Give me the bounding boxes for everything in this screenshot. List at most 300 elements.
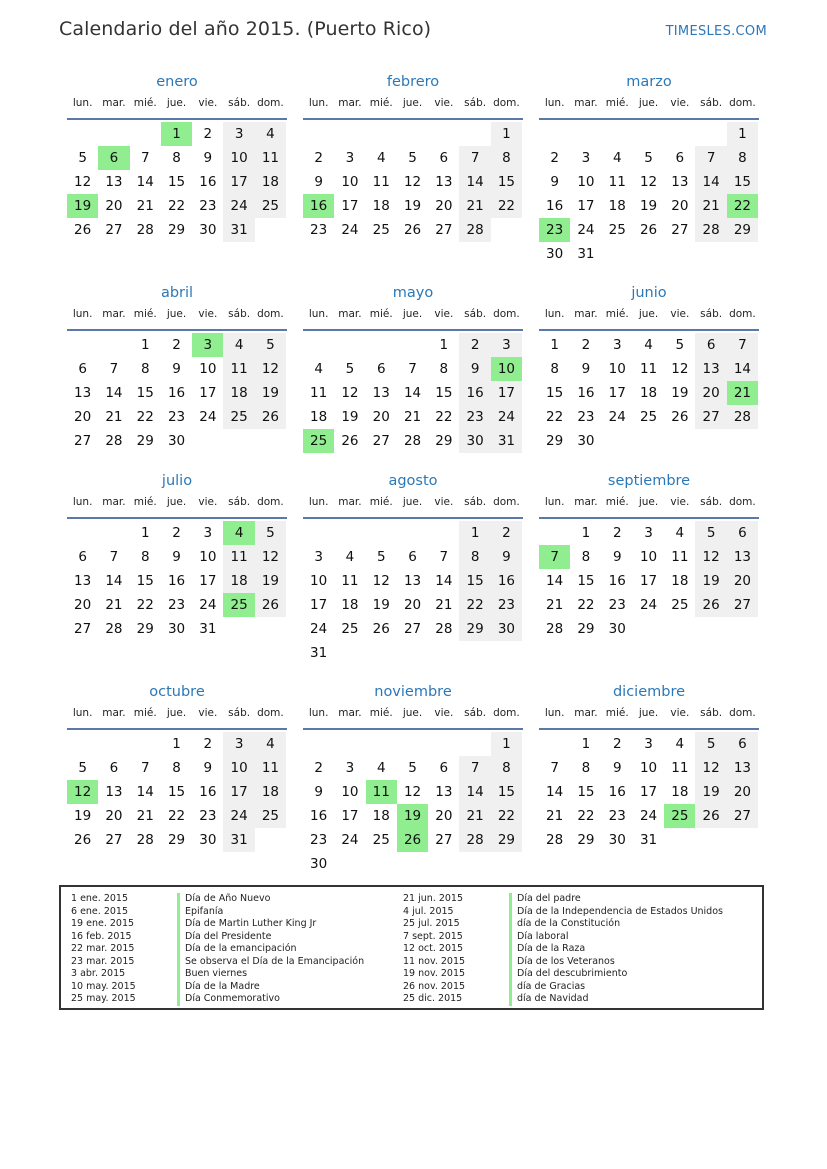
weekday-name: sáb. [464, 707, 487, 719]
day-cell: 2 [612, 525, 622, 541]
day-cell: 6 [727, 732, 758, 756]
day-cell: 3 [223, 122, 254, 146]
day-cell: 11 [223, 545, 254, 569]
month-name: agosto [388, 473, 438, 489]
day-cell: 1 [491, 732, 522, 756]
day-cell: 20 [74, 409, 92, 425]
day-cell: 15 [491, 170, 522, 194]
day-cell: 19 [639, 198, 658, 214]
day-cell: 5 [376, 549, 386, 565]
day-cell: 9 [314, 784, 323, 800]
day-cell: 5 [408, 150, 417, 166]
holiday-row [403, 918, 723, 931]
weekday-name: dom. [257, 496, 284, 508]
holiday-date: 11 nov. 2015 [403, 955, 466, 967]
day-cell: 16 [303, 194, 334, 218]
day-cell: 4 [376, 150, 386, 166]
day-cell: 24 [639, 808, 658, 824]
weekday-name: vie. [434, 707, 454, 719]
day-cell: 28 [695, 218, 726, 242]
empty-cell [397, 732, 428, 756]
day-cell: 17 [310, 597, 328, 613]
day-cell: 1 [550, 337, 559, 353]
day-cell: 21 [136, 808, 154, 824]
day-cell: 5 [255, 333, 286, 357]
weekday-name: sáb. [464, 97, 487, 109]
empty-cell [397, 521, 428, 545]
holiday-name: Día del Presidente [177, 931, 272, 944]
day-cell: 16 [459, 381, 490, 405]
weekday-name: lun. [72, 308, 93, 320]
day-cell: 27 [74, 621, 92, 637]
day-cell: 21 [136, 198, 154, 214]
empty-cell [695, 122, 726, 146]
weekday-name: vie. [434, 496, 454, 508]
weekday-name: vie. [670, 707, 690, 719]
weekday-name: lun. [544, 496, 565, 508]
day-cell: 6 [98, 146, 129, 170]
day-cell: 25 [372, 832, 390, 848]
day-cell: 21 [546, 808, 564, 824]
day-cell: 6 [408, 549, 417, 565]
day-cell: 8 [581, 549, 591, 565]
day-cell: 24 [608, 409, 626, 425]
day-cell: 5 [345, 361, 355, 377]
day-cell: 19 [341, 409, 359, 425]
day-cell: 6 [727, 521, 758, 545]
empty-cell [602, 122, 633, 146]
day-cell: 8 [439, 361, 449, 377]
weekday-name: dom. [493, 308, 520, 320]
month-enero [67, 72, 287, 242]
weekday-name: sáb. [464, 496, 487, 508]
day-cell: 17 [639, 573, 658, 589]
month-name: octubre [149, 684, 205, 700]
weekday-header [67, 706, 287, 730]
day-cell: 27 [727, 804, 758, 828]
holiday-name: día de Navidad [509, 993, 588, 1006]
day-cell: 1 [172, 736, 181, 752]
holiday-date: 4 jul. 2015 [403, 905, 454, 917]
day-cell: 22 [577, 597, 595, 613]
day-cell: 15 [435, 385, 453, 401]
day-cell: 16 [608, 784, 626, 800]
weekday-name: sáb. [700, 496, 723, 508]
day-cell: 14 [136, 784, 154, 800]
weekday-name: vie. [670, 496, 690, 508]
day-cell: 20 [403, 597, 422, 613]
holiday-name: Día de la Madre [177, 981, 260, 994]
day-cell: 25 [255, 804, 286, 828]
day-cell: 27 [727, 593, 758, 617]
day-cell: 2 [172, 525, 181, 541]
day-cell: 30 [167, 433, 186, 449]
weekday-name: mar. [574, 97, 598, 109]
day-cell: 28 [435, 621, 453, 637]
weekday-name: jue. [402, 97, 423, 109]
day-cell: 11 [310, 385, 328, 401]
weekday-name: mar. [102, 496, 126, 508]
day-cell: 20 [727, 780, 758, 804]
day-cell: 11 [341, 573, 359, 589]
day-cell: 27 [695, 405, 726, 429]
day-cell: 28 [727, 405, 758, 429]
holiday-date: 25 dic. 2015 [403, 993, 463, 1004]
weekday-name: mar. [574, 707, 598, 719]
days-grid [539, 732, 759, 852]
month-name: noviembre [374, 684, 452, 700]
empty-cell [366, 122, 397, 146]
weekday-name: jue. [166, 707, 187, 719]
day-cell: 22 [546, 409, 564, 425]
day-cell: 14 [695, 170, 726, 194]
day-cell: 6 [695, 333, 726, 357]
day-cell: 13 [105, 784, 123, 800]
weekday-header [539, 307, 759, 331]
holiday-name: día de la Constitución [509, 918, 620, 931]
day-cell: 6 [78, 549, 87, 565]
empty-cell [334, 333, 365, 357]
day-cell: 1 [161, 122, 192, 146]
day-cell: 16 [199, 174, 217, 190]
weekday-name: jue. [402, 707, 423, 719]
holiday-row [71, 893, 364, 906]
holiday-name: día de Gracias [509, 981, 585, 994]
day-cell: 29 [577, 832, 595, 848]
day-cell: 29 [167, 222, 186, 238]
day-cell: 5 [644, 150, 653, 166]
day-cell: 23 [310, 832, 328, 848]
day-cell: 19 [74, 808, 92, 824]
day-cell: 20 [671, 198, 689, 214]
empty-cell [397, 333, 428, 357]
weekday-header [303, 307, 523, 331]
month-name: julio [161, 473, 193, 489]
day-cell: 17 [199, 573, 217, 589]
day-cell: 18 [223, 569, 254, 593]
day-cell: 20 [435, 808, 453, 824]
day-cell: 19 [255, 569, 286, 593]
day-cell: 14 [105, 573, 123, 589]
day-cell: 30 [608, 621, 626, 637]
holiday-row [403, 931, 723, 944]
day-cell: 7 [109, 361, 119, 377]
holiday-name: Día del descubrimiento [509, 968, 627, 981]
day-cell: 12 [341, 385, 359, 401]
holiday-row [71, 981, 364, 994]
day-cell: 18 [639, 385, 658, 401]
day-cell: 13 [435, 174, 453, 190]
day-cell: 11 [671, 760, 689, 776]
day-cell: 11 [372, 174, 390, 190]
day-cell: 11 [671, 549, 689, 565]
empty-cell [366, 333, 397, 357]
holiday-date: 21 jun. 2015 [403, 893, 464, 904]
day-cell: 16 [167, 385, 186, 401]
day-cell: 6 [109, 760, 119, 776]
day-cell: 10 [223, 146, 254, 170]
day-cell: 18 [608, 198, 626, 214]
day-cell: 30 [608, 832, 626, 848]
day-cell: 20 [74, 597, 92, 613]
day-cell: 16 [310, 808, 328, 824]
day-cell: 12 [255, 545, 286, 569]
day-cell: 3 [314, 549, 323, 565]
holiday-date: 16 feb. 2015 [71, 930, 132, 942]
day-cell: 28 [105, 621, 123, 637]
day-cell: 27 [435, 222, 453, 238]
day-cell: 5 [695, 521, 726, 545]
day-cell: 8 [727, 146, 758, 170]
day-cell: 29 [136, 621, 154, 637]
day-cell: 18 [223, 381, 254, 405]
day-cell: 6 [439, 760, 449, 776]
empty-cell [98, 333, 129, 357]
month-marzo [539, 72, 759, 266]
day-cell: 31 [577, 246, 595, 262]
day-cell: 7 [459, 146, 490, 170]
weekday-name: mar. [102, 97, 126, 109]
holiday-row [403, 893, 723, 906]
day-cell: 12 [74, 174, 92, 190]
day-cell: 16 [577, 385, 595, 401]
day-cell: 23 [608, 597, 626, 613]
weekday-name: vie. [198, 97, 218, 109]
holiday-date: 12 oct. 2015 [403, 943, 464, 954]
days-grid [539, 521, 759, 641]
weekday-name: mié. [133, 308, 157, 320]
weekday-name: dom. [493, 496, 520, 508]
weekday-name: sáb. [228, 707, 251, 719]
day-cell: 15 [459, 569, 490, 593]
weekday-name: mar. [574, 308, 598, 320]
weekday-name: vie. [434, 97, 454, 109]
day-cell: 7 [408, 361, 417, 377]
weekday-name: mar. [338, 308, 362, 320]
holiday-row [403, 993, 723, 1006]
day-cell: 26 [255, 405, 286, 429]
day-cell: 6 [78, 361, 87, 377]
day-cell: 19 [372, 597, 390, 613]
holiday-name: Día de la Independencia de Estados Unidos [509, 906, 723, 919]
empty-cell [633, 122, 664, 146]
day-cell: 17 [199, 385, 217, 401]
day-cell: 3 [644, 525, 653, 541]
day-cell: 22 [136, 409, 154, 425]
days-grid [67, 732, 287, 852]
day-cell: 23 [577, 409, 595, 425]
day-cell: 2 [203, 736, 213, 752]
day-cell: 22 [136, 597, 154, 613]
day-cell: 14 [459, 170, 490, 194]
empty-cell [67, 732, 98, 756]
brand-logo-link[interactable]: TIMESLES.COM [665, 24, 767, 39]
day-cell: 6 [439, 150, 449, 166]
day-cell: 24 [577, 222, 595, 238]
day-cell: 4 [345, 549, 355, 565]
day-cell: 19 [695, 569, 726, 593]
weekday-name: sáb. [700, 97, 723, 109]
weekday-name: mar. [338, 97, 362, 109]
day-cell: 10 [491, 357, 522, 381]
month-septiembre [539, 471, 759, 641]
day-cell: 11 [255, 146, 286, 170]
weekday-name: lun. [308, 308, 329, 320]
day-cell: 4 [314, 361, 323, 377]
day-cell: 11 [639, 361, 658, 377]
day-cell: 22 [459, 593, 490, 617]
empty-cell [664, 122, 695, 146]
day-cell: 21 [105, 409, 123, 425]
day-cell: 13 [671, 174, 689, 190]
holiday-row [71, 956, 364, 969]
day-cell: 25 [671, 597, 689, 613]
day-cell: 30 [491, 617, 522, 641]
day-cell: 7 [459, 756, 490, 780]
empty-cell [303, 521, 334, 545]
month-name: febrero [386, 74, 440, 90]
weekday-name: dom. [729, 308, 756, 320]
day-cell: 12 [403, 174, 422, 190]
weekday-name: dom. [729, 496, 756, 508]
day-cell: 8 [491, 756, 522, 780]
day-cell: 22 [435, 409, 453, 425]
empty-cell [459, 122, 490, 146]
holiday-name: Día laboral [509, 931, 568, 944]
day-cell: 9 [612, 760, 622, 776]
day-cell: 21 [435, 597, 453, 613]
weekday-name: mié. [605, 308, 629, 320]
day-cell: 26 [341, 433, 359, 449]
day-cell: 7 [439, 549, 449, 565]
weekday-name: mar. [102, 707, 126, 719]
day-cell: 28 [546, 832, 564, 848]
day-cell: 22 [167, 198, 186, 214]
days-grid [303, 122, 523, 242]
month-junio [539, 283, 759, 453]
month-julio [67, 471, 287, 641]
page-title: Calendario del año 2015. (Puerto Rico) [59, 18, 432, 40]
weekday-name: lun. [544, 308, 565, 320]
month-name: junio [631, 285, 667, 301]
day-cell: 2 [581, 337, 591, 353]
day-cell: 31 [223, 218, 254, 242]
empty-cell [98, 732, 129, 756]
empty-cell [366, 521, 397, 545]
day-cell: 23 [167, 409, 186, 425]
day-cell: 29 [136, 433, 154, 449]
day-cell: 18 [372, 198, 390, 214]
month-octubre [67, 682, 287, 852]
day-cell: 3 [581, 150, 591, 166]
day-cell: 19 [255, 381, 286, 405]
day-cell: 22 [491, 194, 522, 218]
day-cell: 8 [491, 146, 522, 170]
day-cell: 2 [491, 521, 522, 545]
day-cell: 10 [577, 174, 595, 190]
holiday-date: 25 jul. 2015 [403, 918, 460, 929]
day-cell: 9 [581, 361, 591, 377]
day-cell: 22 [577, 808, 595, 824]
day-cell: 13 [372, 385, 390, 401]
holiday-name: Día de la Raza [509, 943, 585, 956]
day-cell: 18 [255, 780, 286, 804]
day-cell: 26 [74, 832, 92, 848]
day-cell: 29 [459, 617, 490, 641]
day-cell: 13 [435, 784, 453, 800]
day-cell: 31 [199, 621, 217, 637]
day-cell: 21 [695, 194, 726, 218]
day-cell: 12 [67, 780, 98, 804]
day-cell: 25 [664, 804, 695, 828]
weekday-name: dom. [257, 308, 284, 320]
day-cell: 10 [639, 549, 658, 565]
day-cell: 5 [78, 760, 87, 776]
day-cell: 6 [675, 150, 685, 166]
day-cell: 7 [727, 333, 758, 357]
weekday-name: sáb. [228, 308, 251, 320]
month-name: mayo [392, 285, 434, 301]
day-cell: 28 [459, 828, 490, 852]
day-cell: 22 [167, 808, 186, 824]
weekday-name: lun. [308, 97, 329, 109]
weekday-name: mié. [605, 496, 629, 508]
holiday-date: 23 mar. 2015 [71, 955, 135, 967]
day-cell: 1 [581, 525, 591, 541]
holiday-row [71, 918, 364, 931]
day-cell: 31 [223, 828, 254, 852]
day-cell: 21 [403, 409, 422, 425]
weekday-header [67, 307, 287, 331]
day-cell: 16 [546, 198, 564, 214]
day-cell: 16 [491, 569, 522, 593]
day-cell: 12 [695, 756, 726, 780]
month-name: abril [160, 285, 194, 301]
empty-cell [428, 732, 459, 756]
day-cell: 19 [67, 194, 98, 218]
month-name: enero [156, 74, 198, 90]
empty-cell [334, 122, 365, 146]
day-cell: 25 [223, 593, 254, 617]
day-cell: 25 [608, 222, 626, 238]
day-cell: 28 [546, 621, 564, 637]
month-name: marzo [626, 74, 672, 90]
day-cell: 8 [140, 549, 150, 565]
empty-cell [130, 122, 161, 146]
day-cell: 28 [136, 832, 154, 848]
empty-cell [98, 521, 129, 545]
day-cell: 29 [167, 832, 186, 848]
day-cell: 12 [671, 361, 689, 377]
weekday-header [67, 495, 287, 519]
day-cell: 8 [459, 545, 490, 569]
day-cell: 23 [491, 593, 522, 617]
day-cell: 4 [223, 521, 254, 545]
day-cell: 21 [459, 194, 490, 218]
day-cell: 14 [727, 357, 758, 381]
holiday-row [71, 906, 364, 919]
day-cell: 15 [546, 385, 564, 401]
days-grid [303, 521, 523, 665]
weekday-name: mié. [133, 496, 157, 508]
empty-cell [428, 521, 459, 545]
day-cell: 17 [491, 381, 522, 405]
day-cell: 23 [167, 597, 186, 613]
weekday-name: mié. [605, 97, 629, 109]
holiday-row [71, 968, 364, 981]
holiday-name: Se observa el Día de la Emancipación [177, 956, 364, 969]
weekday-name: jue. [638, 496, 659, 508]
